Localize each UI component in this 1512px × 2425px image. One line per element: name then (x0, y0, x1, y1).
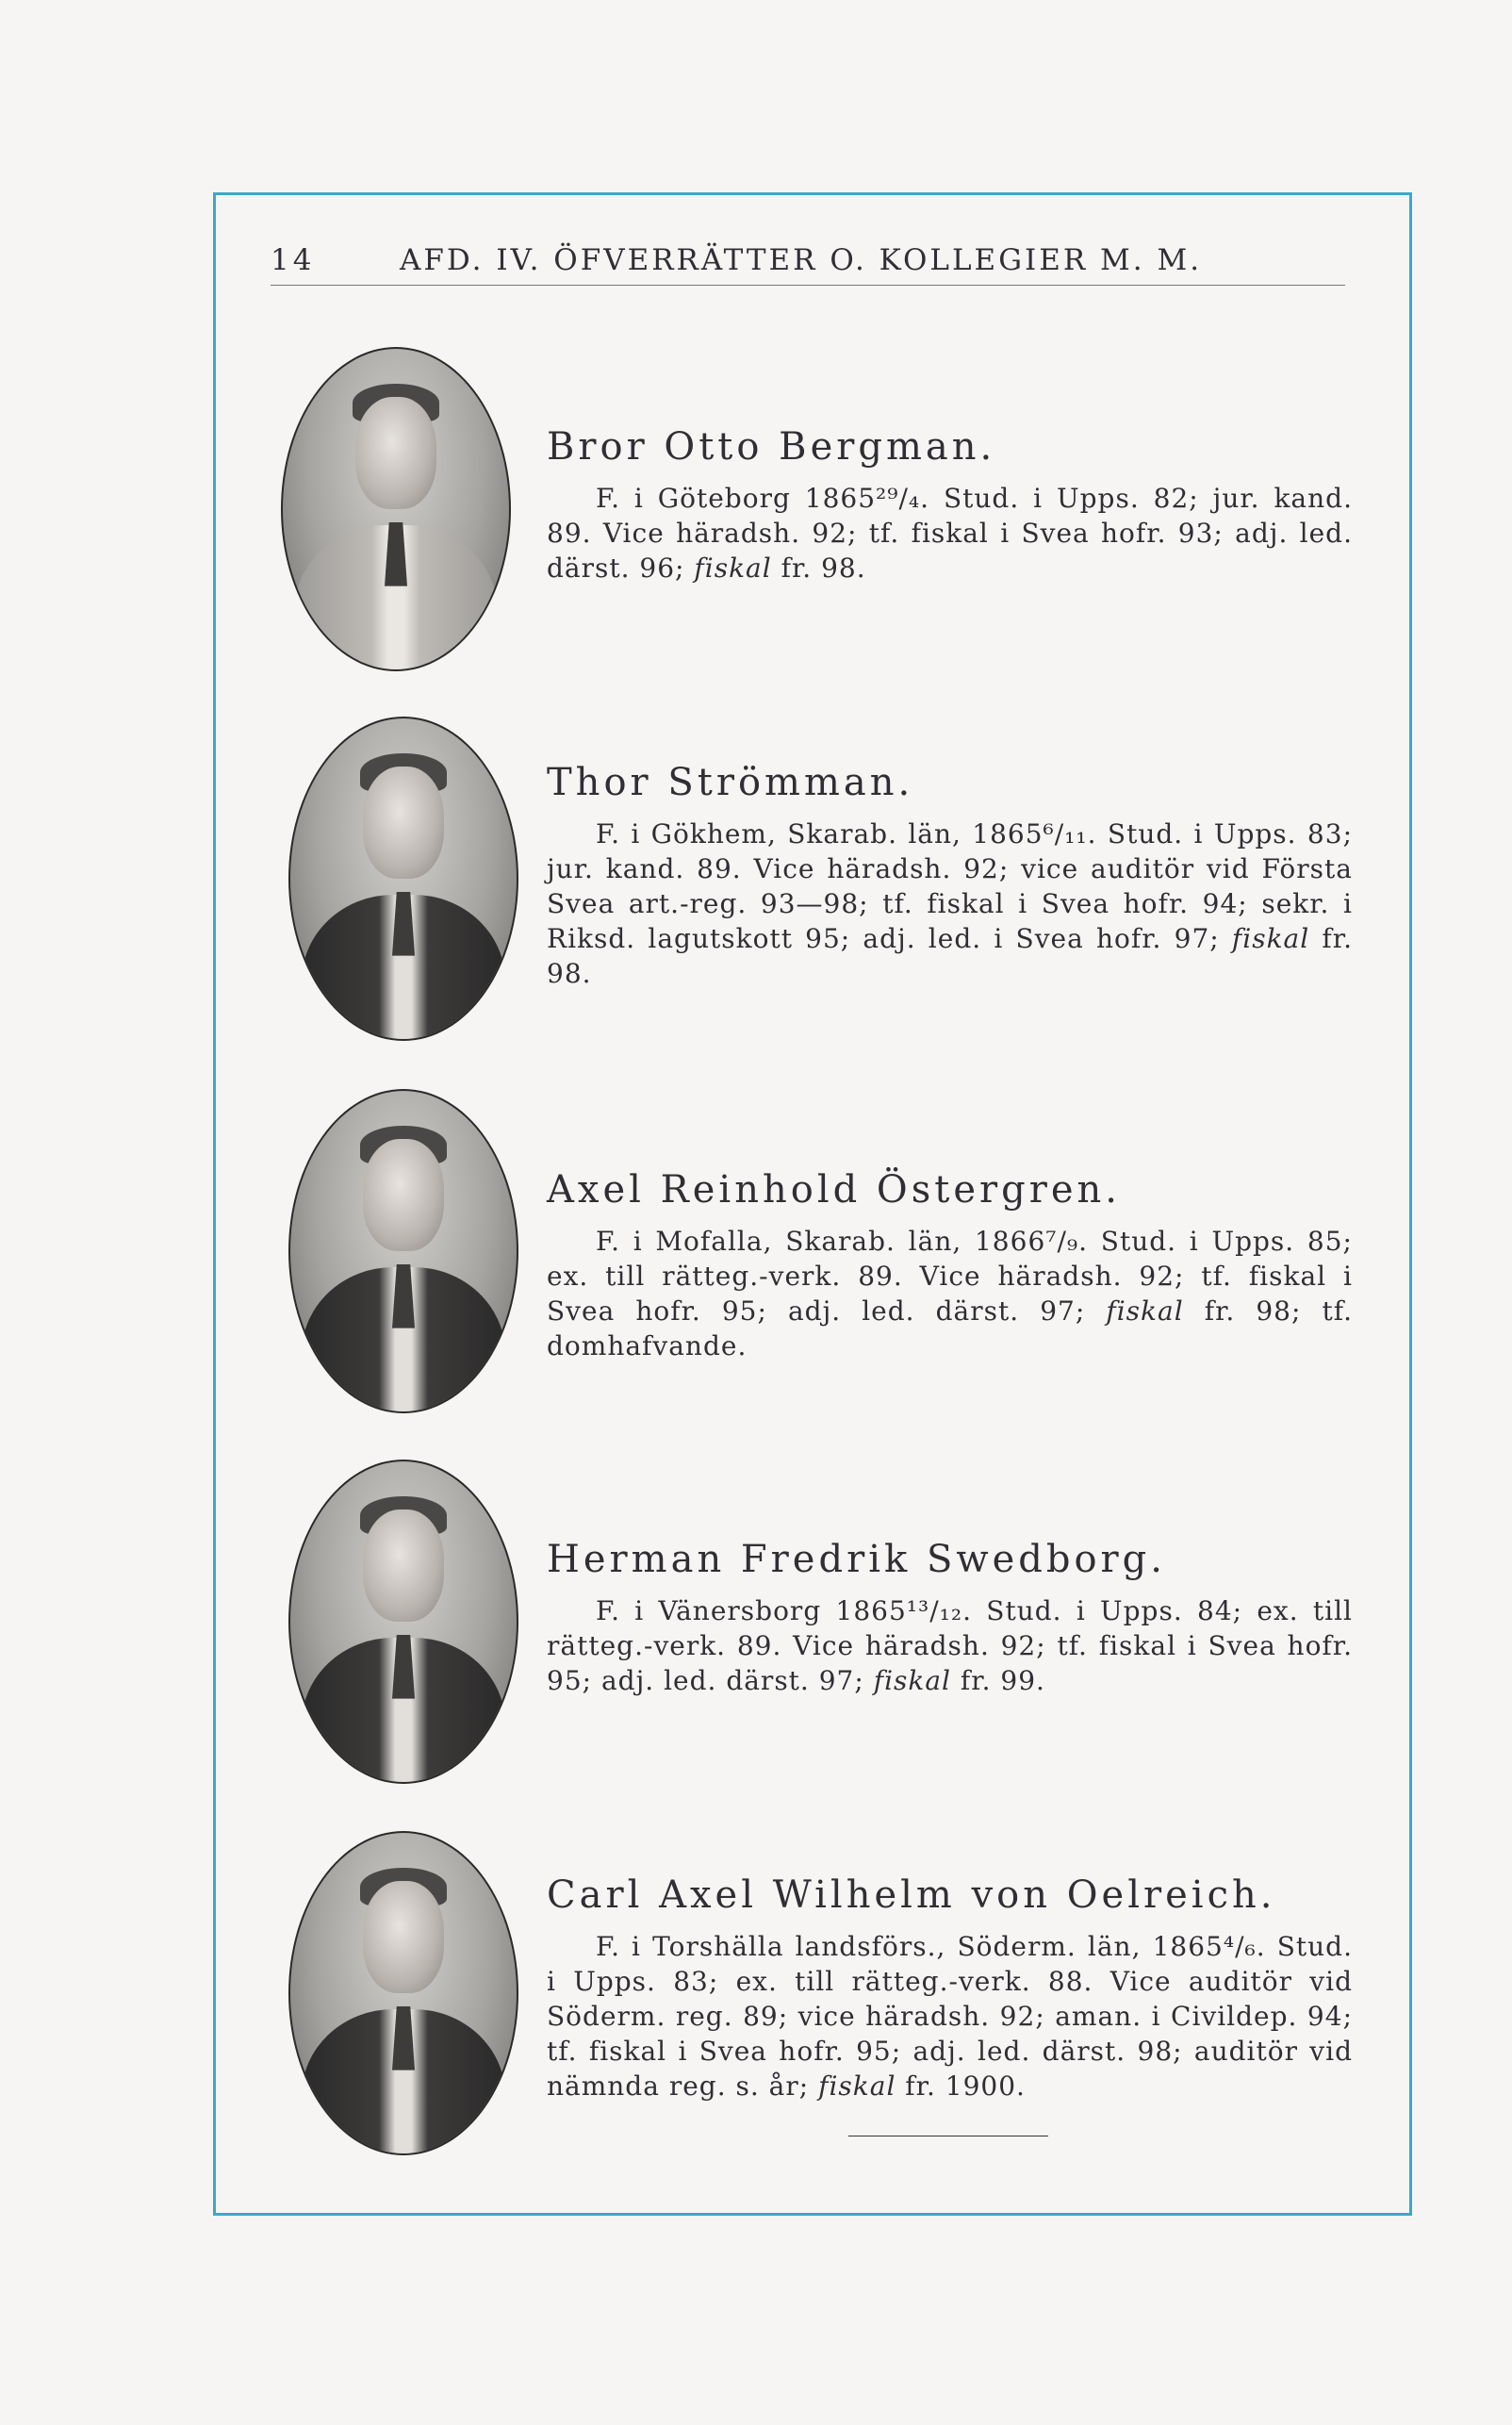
biography-text: F. i Mofalla, Skarab. län, 1866⁷/₉. Stud. i Upps. 85; ex. till rätteg.-verk. 89. Vice häradsh. 92; tf. fiskal i Svea hofr. 95; adj. led. därst. 97; fiskal fr. 98; tf. domhafvande. (547, 1226, 1353, 1361)
biography-entry (547, 762, 1353, 991)
person-name: Carl Axel Wilhelm von Oelreich. (547, 1873, 1276, 1917)
running-title: AFD. IV. ÖFVERRÄTTER O. KOLLEGIER M. M. (400, 243, 1203, 277)
portrait-photo (288, 1089, 518, 1413)
biography-entry (547, 1539, 1353, 1698)
person-name: Thor Strömman. (547, 761, 914, 804)
biography-text: F. i Vänersborg 1865¹³/₁₂. Stud. i Upps. 84; ex. till rätteg.-verk. 89. Vice häradsh. 92; tf. fiskal i Svea hofr. 95; adj. led. därst. 97; fiskal fr. 99. (547, 1595, 1353, 1696)
biography-entry (547, 1874, 1353, 2103)
running-header (271, 238, 1345, 286)
person-name: Axel Reinhold Östergren. (547, 1168, 1121, 1212)
biography-entry (547, 426, 1353, 586)
biography-text: F. i Torshälla landsförs., Söderm. län, 1865⁴/₆. Stud. i Upps. 83; ex. till rätteg.-verk. 88. Vice auditör vid Söderm. reg. 89; vice häradsh. 92; aman. i Civildep. 94; tf. fiskal i Svea hofr. 95; adj. led. därst. 98; auditör vid nämnda reg. s. år; fiskal fr. 1900. (547, 1931, 1353, 2102)
portrait-photo (288, 717, 518, 1041)
portrait-photo (281, 347, 511, 671)
person-name: Bror Otto Bergman. (547, 425, 996, 469)
biography-entry (547, 1169, 1353, 1363)
page-number: 14 (271, 243, 316, 277)
portrait-photo (288, 1460, 518, 1784)
biography-text: F. i Göteborg 1865²⁹/₄. Stud. i Upps. 82; jur. kand. 89. Vice häradsh. 92; tf. fiskal i Svea hofr. 93; adj. led. därst. 96; fiskal fr. 98. (547, 483, 1353, 584)
portrait-photo (288, 1831, 518, 2155)
biography-text: F. i Gökhem, Skarab. län, 1865⁶/₁₁. Stud. i Upps. 83; jur. kand. 89. Vice häradsh. 92; vice auditör vid Första Svea art.-reg. 93—98; tf. fiskal i Svea hofr. 94; sekr. i Riksd. lagutskott 95; adj. led. i Svea hofr. 97; fiskal fr. 98. (547, 818, 1353, 989)
person-name: Herman Fredrik Swedborg. (547, 1538, 1166, 1581)
